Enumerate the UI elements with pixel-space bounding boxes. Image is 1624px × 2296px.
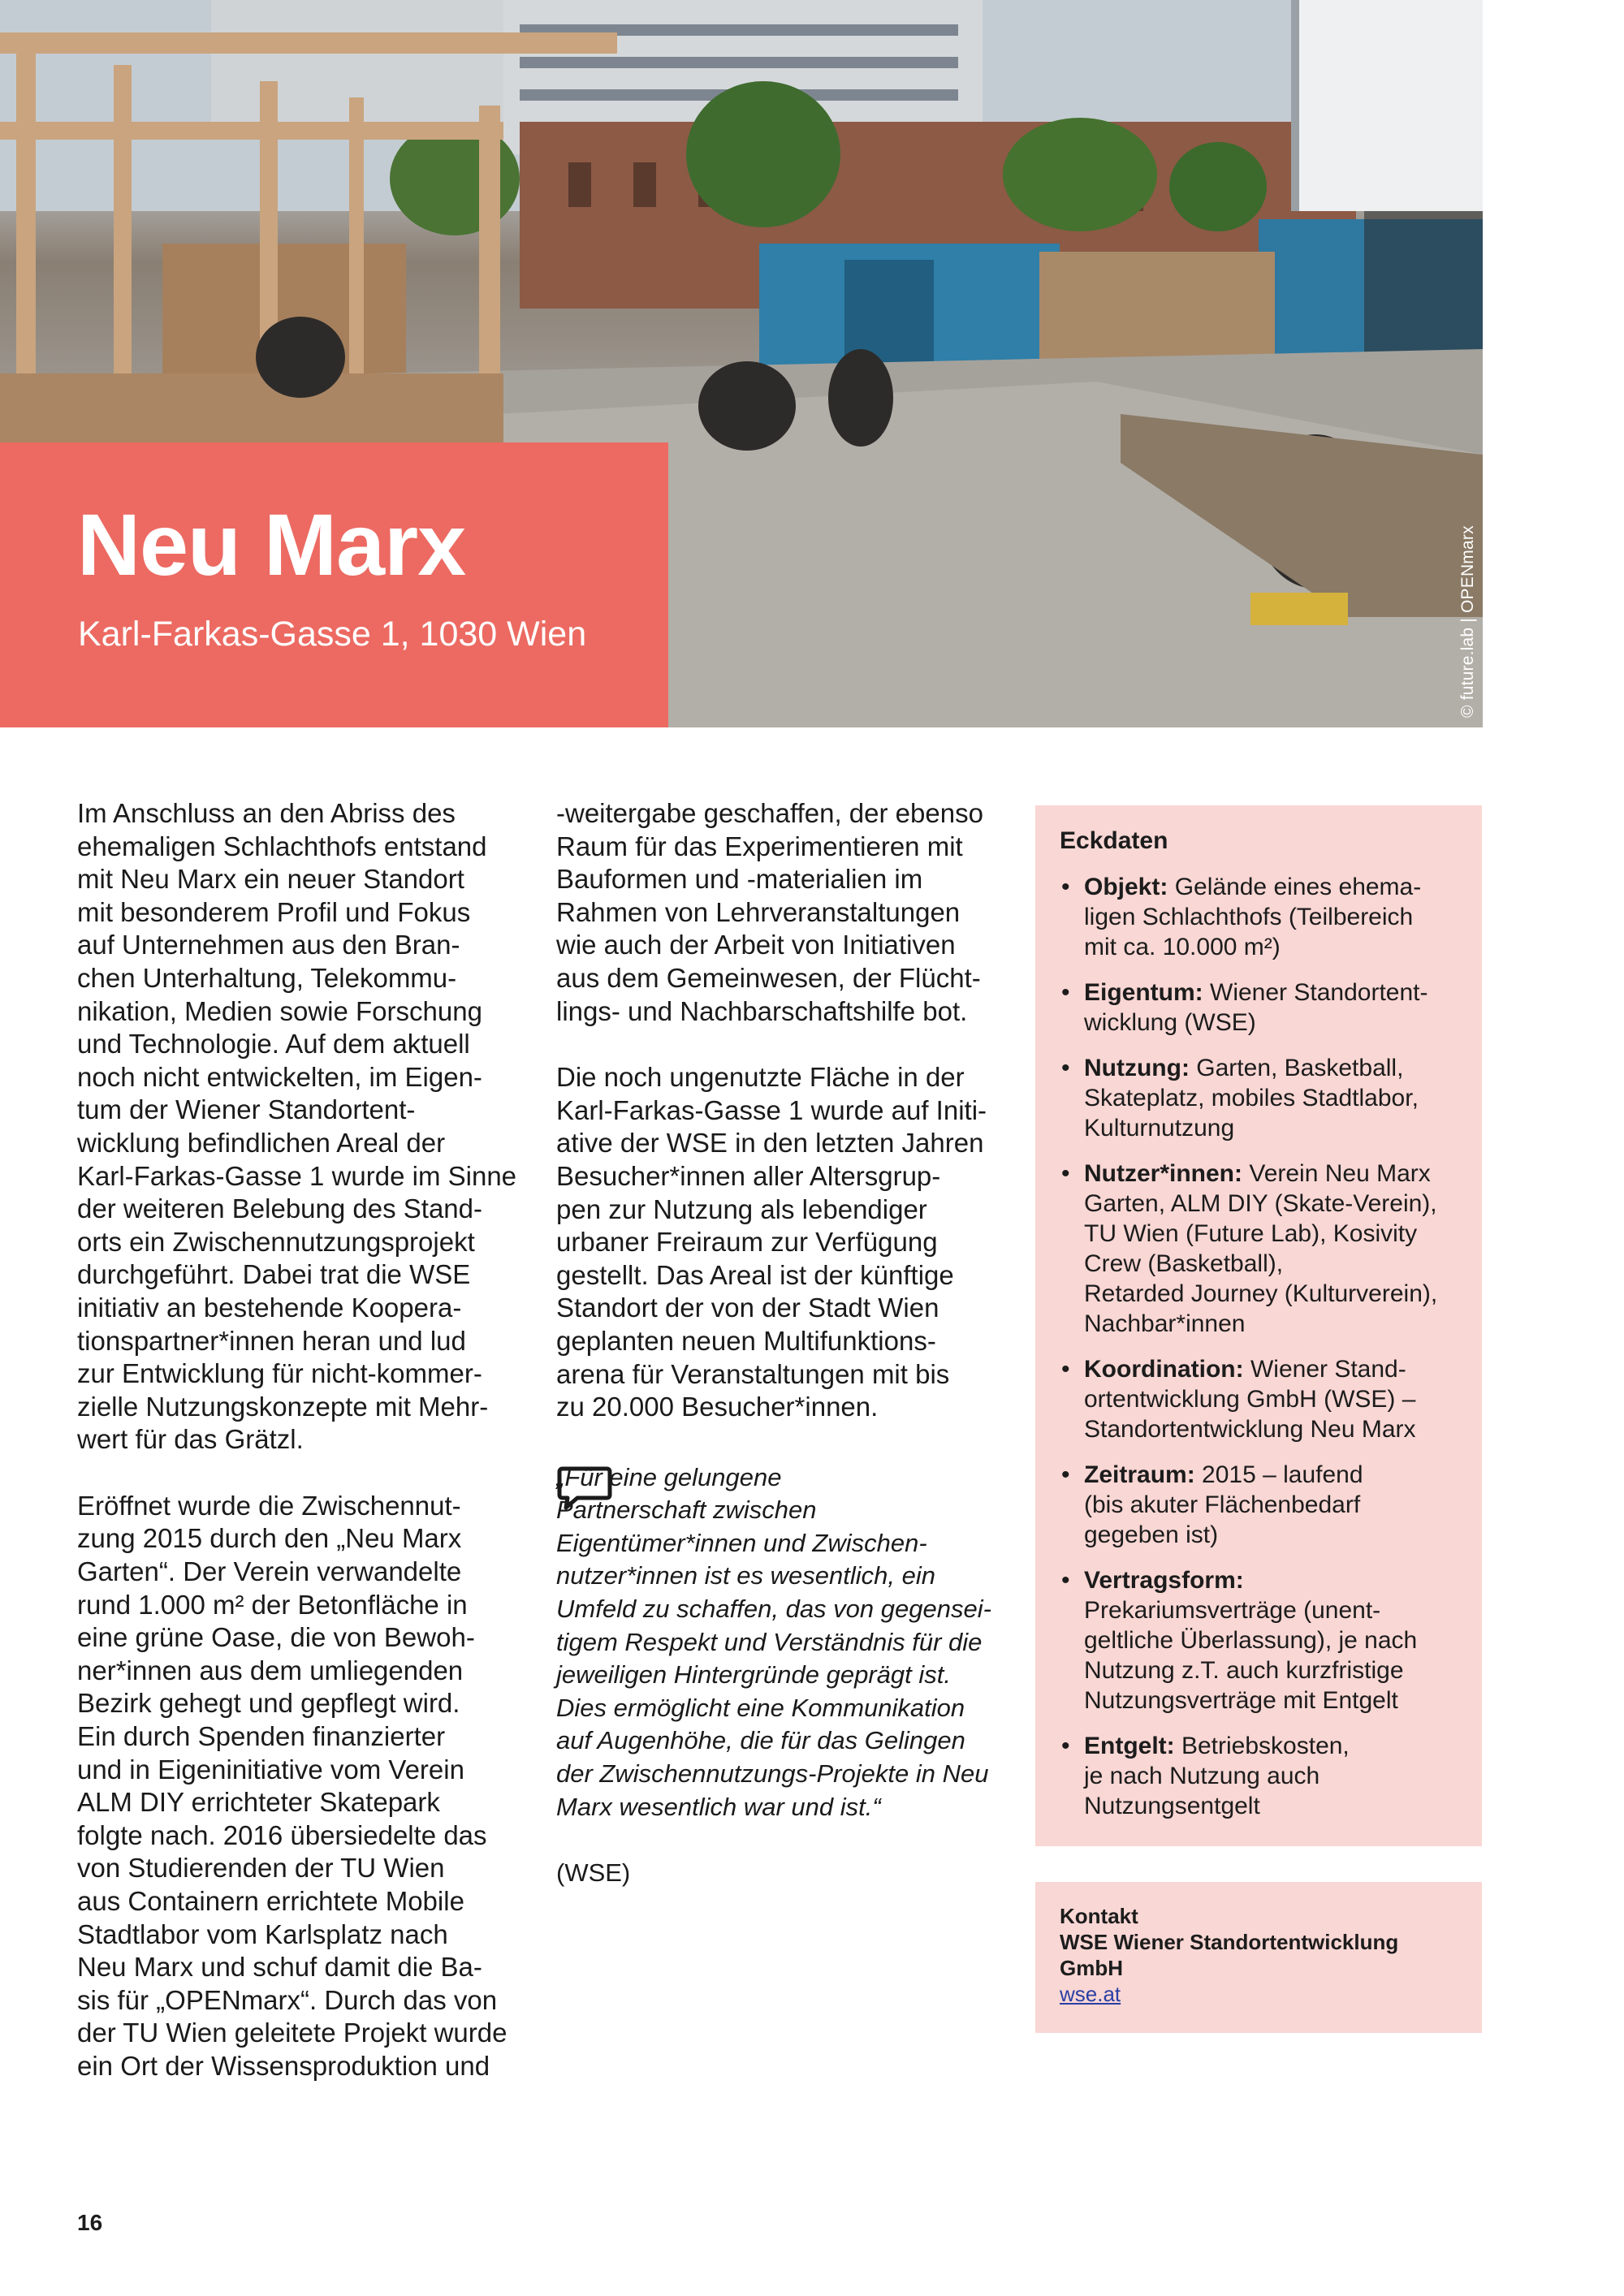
title-panel [0,442,668,727]
key-facts-box [1035,805,1482,1846]
paragraph: -weitergabe geschaffen, der ebenso Raum für das Experimentieren mit Bauformen und -materialien im Rahmen von Lehrveranstaltungen wie auch der Arbeit von Initiativen aus dem Gemeinwesen, der Flücht- lings- und Nachbarschaftshilfe bot. [556,798,983,1026]
speech-bubble-icon [556,1465,613,1513]
contact-label: Kontakt [1060,1904,1138,1928]
contact-box [1035,1882,1482,2033]
fact-objekt: • Objekt: Gelände eines ehema- ligen Schlachthofs (Teilbereich mit ca. 10.000 m²) [1060,872,1459,962]
fact-vertragsform: • Vertragsform: Prekariumsverträge (unent- geltliche Überlassung), je nach Nutzung z.T. auch kurzfristige Nutzungsverträge mit Entgelt [1060,1565,1459,1716]
body-column-2 [556,797,1011,1923]
quote-block [556,1461,1011,1890]
facts-list [1060,872,1459,1821]
body-column-1 [77,797,532,2117]
page-title: Neu Marx [77,495,466,593]
paragraph: Eröffnet wurde die Zwischennut- zung 2015 durch den „Neu Marx Garten“. Der Verein verwandelte rund 1.000 m² der Betonfläche in eine grüne Oase, die von Bewoh- ner*innen aus dem umliegenden Bezirk gehegt und gepflegt wird. Ein durch Spenden finanzierter und in Eigeninitiative vom Verein ALM DIY errichteter Skatepark folgte nach. 2016 übersiedelte das von Studierenden der TU Wien aus Containern errichtete Mobile Stadtlabor vom Karlsplatz nach Neu Marx und schuf damit die Ba- sis für „OPENmarx“. Durch das von der TU Wien geleitete Projekt wurde ein Ort der Wissensproduktion und [77,1490,508,2081]
fact-eigentum: • Eigentum: Wiener Standortent- wicklung (WSE) [1060,978,1459,1038]
fact-nutzung: • Nutzung: Garten, Basketball, Skateplatz, mobiles Stadtlabor, Kulturnutzung [1060,1053,1459,1143]
contact-organization: WSE Wiener Standortentwicklung GmbH [1060,1930,1399,1980]
quote-source: (WSE) [556,1858,631,1888]
fact-koordination: • Koordination: Wiener Stand- ortentwicklung GmbH (WSE) – Standortentwicklung Neu Marx [1060,1354,1459,1444]
fact-entgelt: • Entgelt: Betriebskosten, je nach Nutzung auch Nutzungsentgelt [1060,1731,1459,1821]
facts-heading: Eckdaten [1060,827,1168,854]
fact-nutzer: • Nutzer*innen: Verein Neu Marx Garten, ALM DIY (Skate-Verein), TU Wien (Future Lab), Kosivity Crew (Basketball), Retarded Journey (Kulturverein), Nachbar*innen [1060,1159,1459,1339]
fact-zeitraum: • Zeitraum: 2015 – laufend (bis akuter Flächenbedarf gegeben ist) [1060,1460,1459,1550]
address: Karl-Farkas-Gasse 1, 1030 Wien [78,615,587,654]
quote-text: „Für eine gelungene Partnerschaft zwischen Eigentümer*innen und Zwischen- nutzer*innen ist es wesentlich, ein Umfeld zu schaffen, das von gegensei- tigem Respekt und Verständnis für die jeweiligen Hintergründe geprägt ist. Dies ermöglicht eine Kommunikation auf Augenhöhe, die für das Gelingen der Zwischennutzungs-Projekte in Neu Marx wesentlich war und ist.“ [556,1462,991,1821]
paragraph: Die noch ungenutzte Fläche in der Karl-Farkas-Gasse 1 wurde auf Initi- ative der WSE in den letzten Jahren Besucher*innen aller Altersgrup- pen zur Nutzung als lebendiger urbaner Freiraum zur Verfügung gestellt. Das Areal ist der künftige Standort der von der Stadt Wien geplanten neuen Multifunktions- arena für Veranstaltungen mit bis zu 20.000 Besucher*innen. [556,1062,987,1422]
paragraph: Im Anschluss an den Abriss des ehemaligen Schlachthofs entstand mit Neu Marx ein neuer Standort mit besonderem Profil und Fokus auf Unternehmen aus den Bran- chen Unterhaltung, Telekommu- nikation, Medien sowie Forschung und Technologie. Auf dem aktuell noch nicht entwickelten, im Eigen- tum der Wiener Standortent- wicklung befindlichen Areal der Karl-Farkas-Gasse 1 wurde im Sinne der weiteren Belebung des Stand- orts ein Zwischennutzungsprojekt durchgeführt. Dabei trat die WSE initiativ an bestehende Koopera- tionspartner*innen heran und lud zur Entwicklung für nicht-kommer- zielle Nutzungskonzepte mit Mehr- wert für das Grätzl. [77,798,517,1455]
page-number: 16 [77,2210,103,2235]
contact-website-link[interactable]: wse.at [1060,1982,1121,2006]
photo-credit: © future.lab | OPENmarx [1458,525,1477,718]
